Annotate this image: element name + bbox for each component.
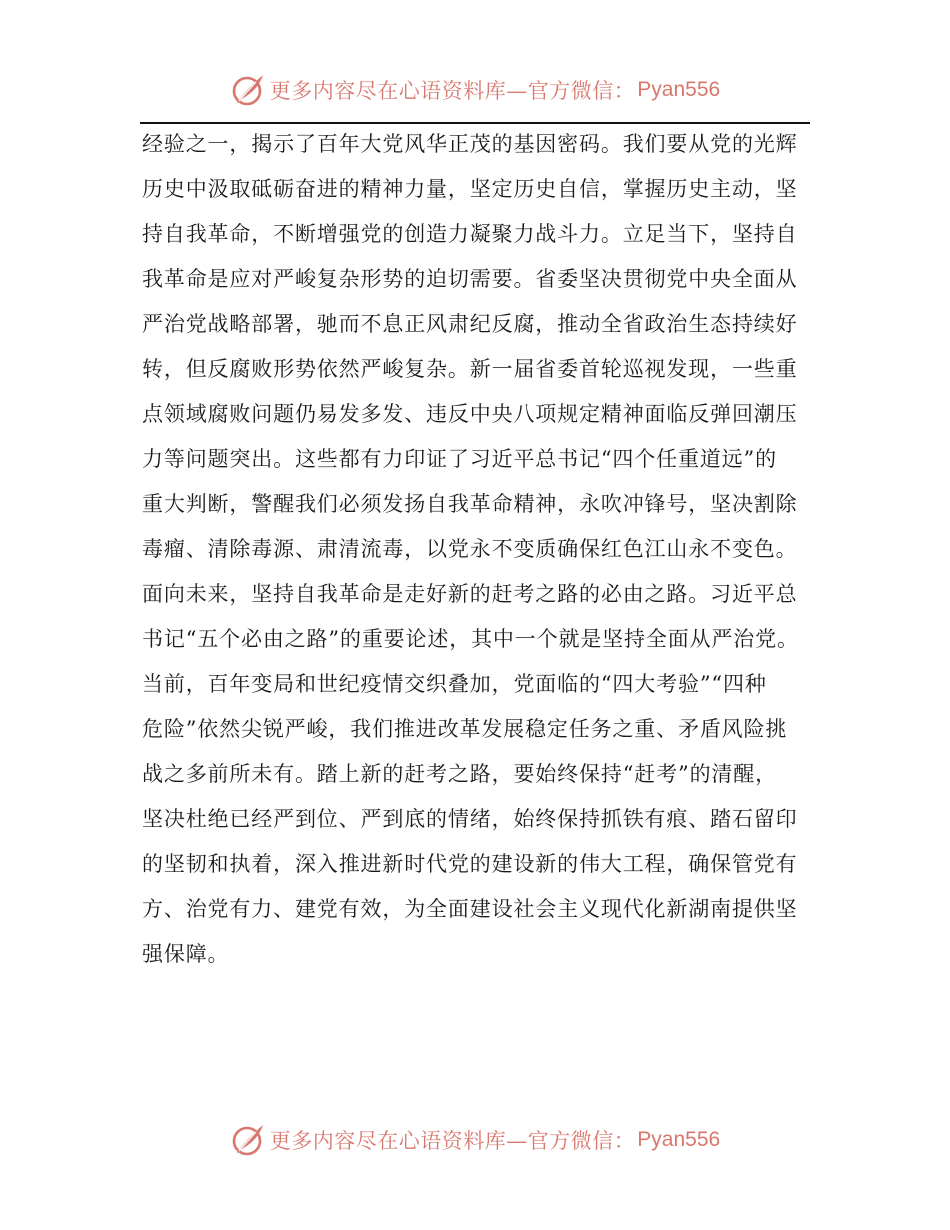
body-line: 我革命是应对严峻复杂形势的迫切需要。省委坚决贯彻党中央全面从 — [142, 267, 798, 291]
quill-pen-logo-icon — [230, 72, 266, 108]
footer-banner — [0, 1118, 950, 1162]
body-line: 书记“五个必由之路”的重要论述，其中一个就是坚持全面从严治党。 — [142, 627, 799, 651]
body-line: 历史中汲取砥砺奋进的精神力量，坚定历史自信，掌握历史主动，坚 — [142, 177, 798, 201]
body-line: 持自我革命，不断增强党的创造力凝聚力战斗力。立足当下，坚持自 — [142, 222, 798, 246]
header-banner — [0, 68, 950, 112]
footer-banner-text: 更多内容尽在心语资料库—官方微信： — [269, 1129, 636, 1153]
body-line: 当前，百年变局和世纪疫情交织叠加，党面临的“四大考验”“四种 — [142, 672, 767, 696]
body-line: 重大判断，警醒我们必须发扬自我革命精神，永吹冲锋号，坚决割除 — [142, 492, 798, 516]
body-line: 战之多前所未有。踏上新的赶考之路，要始终保持“赶考”的清醒， — [142, 762, 777, 786]
body-line: 面向未来，坚持自我革命是走好新的赶考之路的必由之路。习近平总 — [142, 582, 798, 606]
footer-banner-wechat-id: Pyan556 — [637, 1128, 721, 1151]
document-body — [142, 122, 814, 977]
body-line: 严治党战略部署，驰而不息正风肃纪反腐，推动全省政治生态持续好 — [142, 312, 798, 336]
body-line: 经验之一，揭示了百年大党风华正茂的基因密码。我们要从党的光辉 — [142, 132, 798, 156]
header-banner-text: 更多内容尽在心语资料库—官方微信： — [269, 79, 636, 103]
body-line: 方、治党有力、建党有效，为全面建设社会主义现代化新湖南提供坚 — [142, 897, 798, 921]
body-line: 坚决杜绝已经严到位、严到底的情绪，始终保持抓铁有痕、踏石留印 — [142, 807, 798, 831]
body-line: 的坚韧和执着，深入推进新时代党的建设新的伟大工程，确保管党有 — [142, 852, 798, 876]
body-line: 力等问题突出。这些都有力印证了习近平总书记“四个任重道远”的 — [142, 447, 777, 471]
body-line: 毒瘤、清除毒源、肃清流毒，以党永不变质确保红色江山永不变色。 — [142, 537, 798, 561]
quill-pen-logo-icon — [230, 1122, 266, 1158]
body-line: 强保障。 — [142, 942, 230, 966]
header-banner-wechat-id: Pyan556 — [637, 78, 721, 101]
body-line: 点领域腐败问题仍易发多发、违反中央八项规定精神面临反弹回潮压 — [142, 402, 798, 426]
body-line: 转，但反腐败形势依然严峻复杂。新一届省委首轮巡视发现，一些重 — [142, 357, 798, 381]
body-line: 危险”依然尖锐严峻，我们推进改革发展稳定任务之重、矛盾风险挑 — [142, 717, 788, 741]
